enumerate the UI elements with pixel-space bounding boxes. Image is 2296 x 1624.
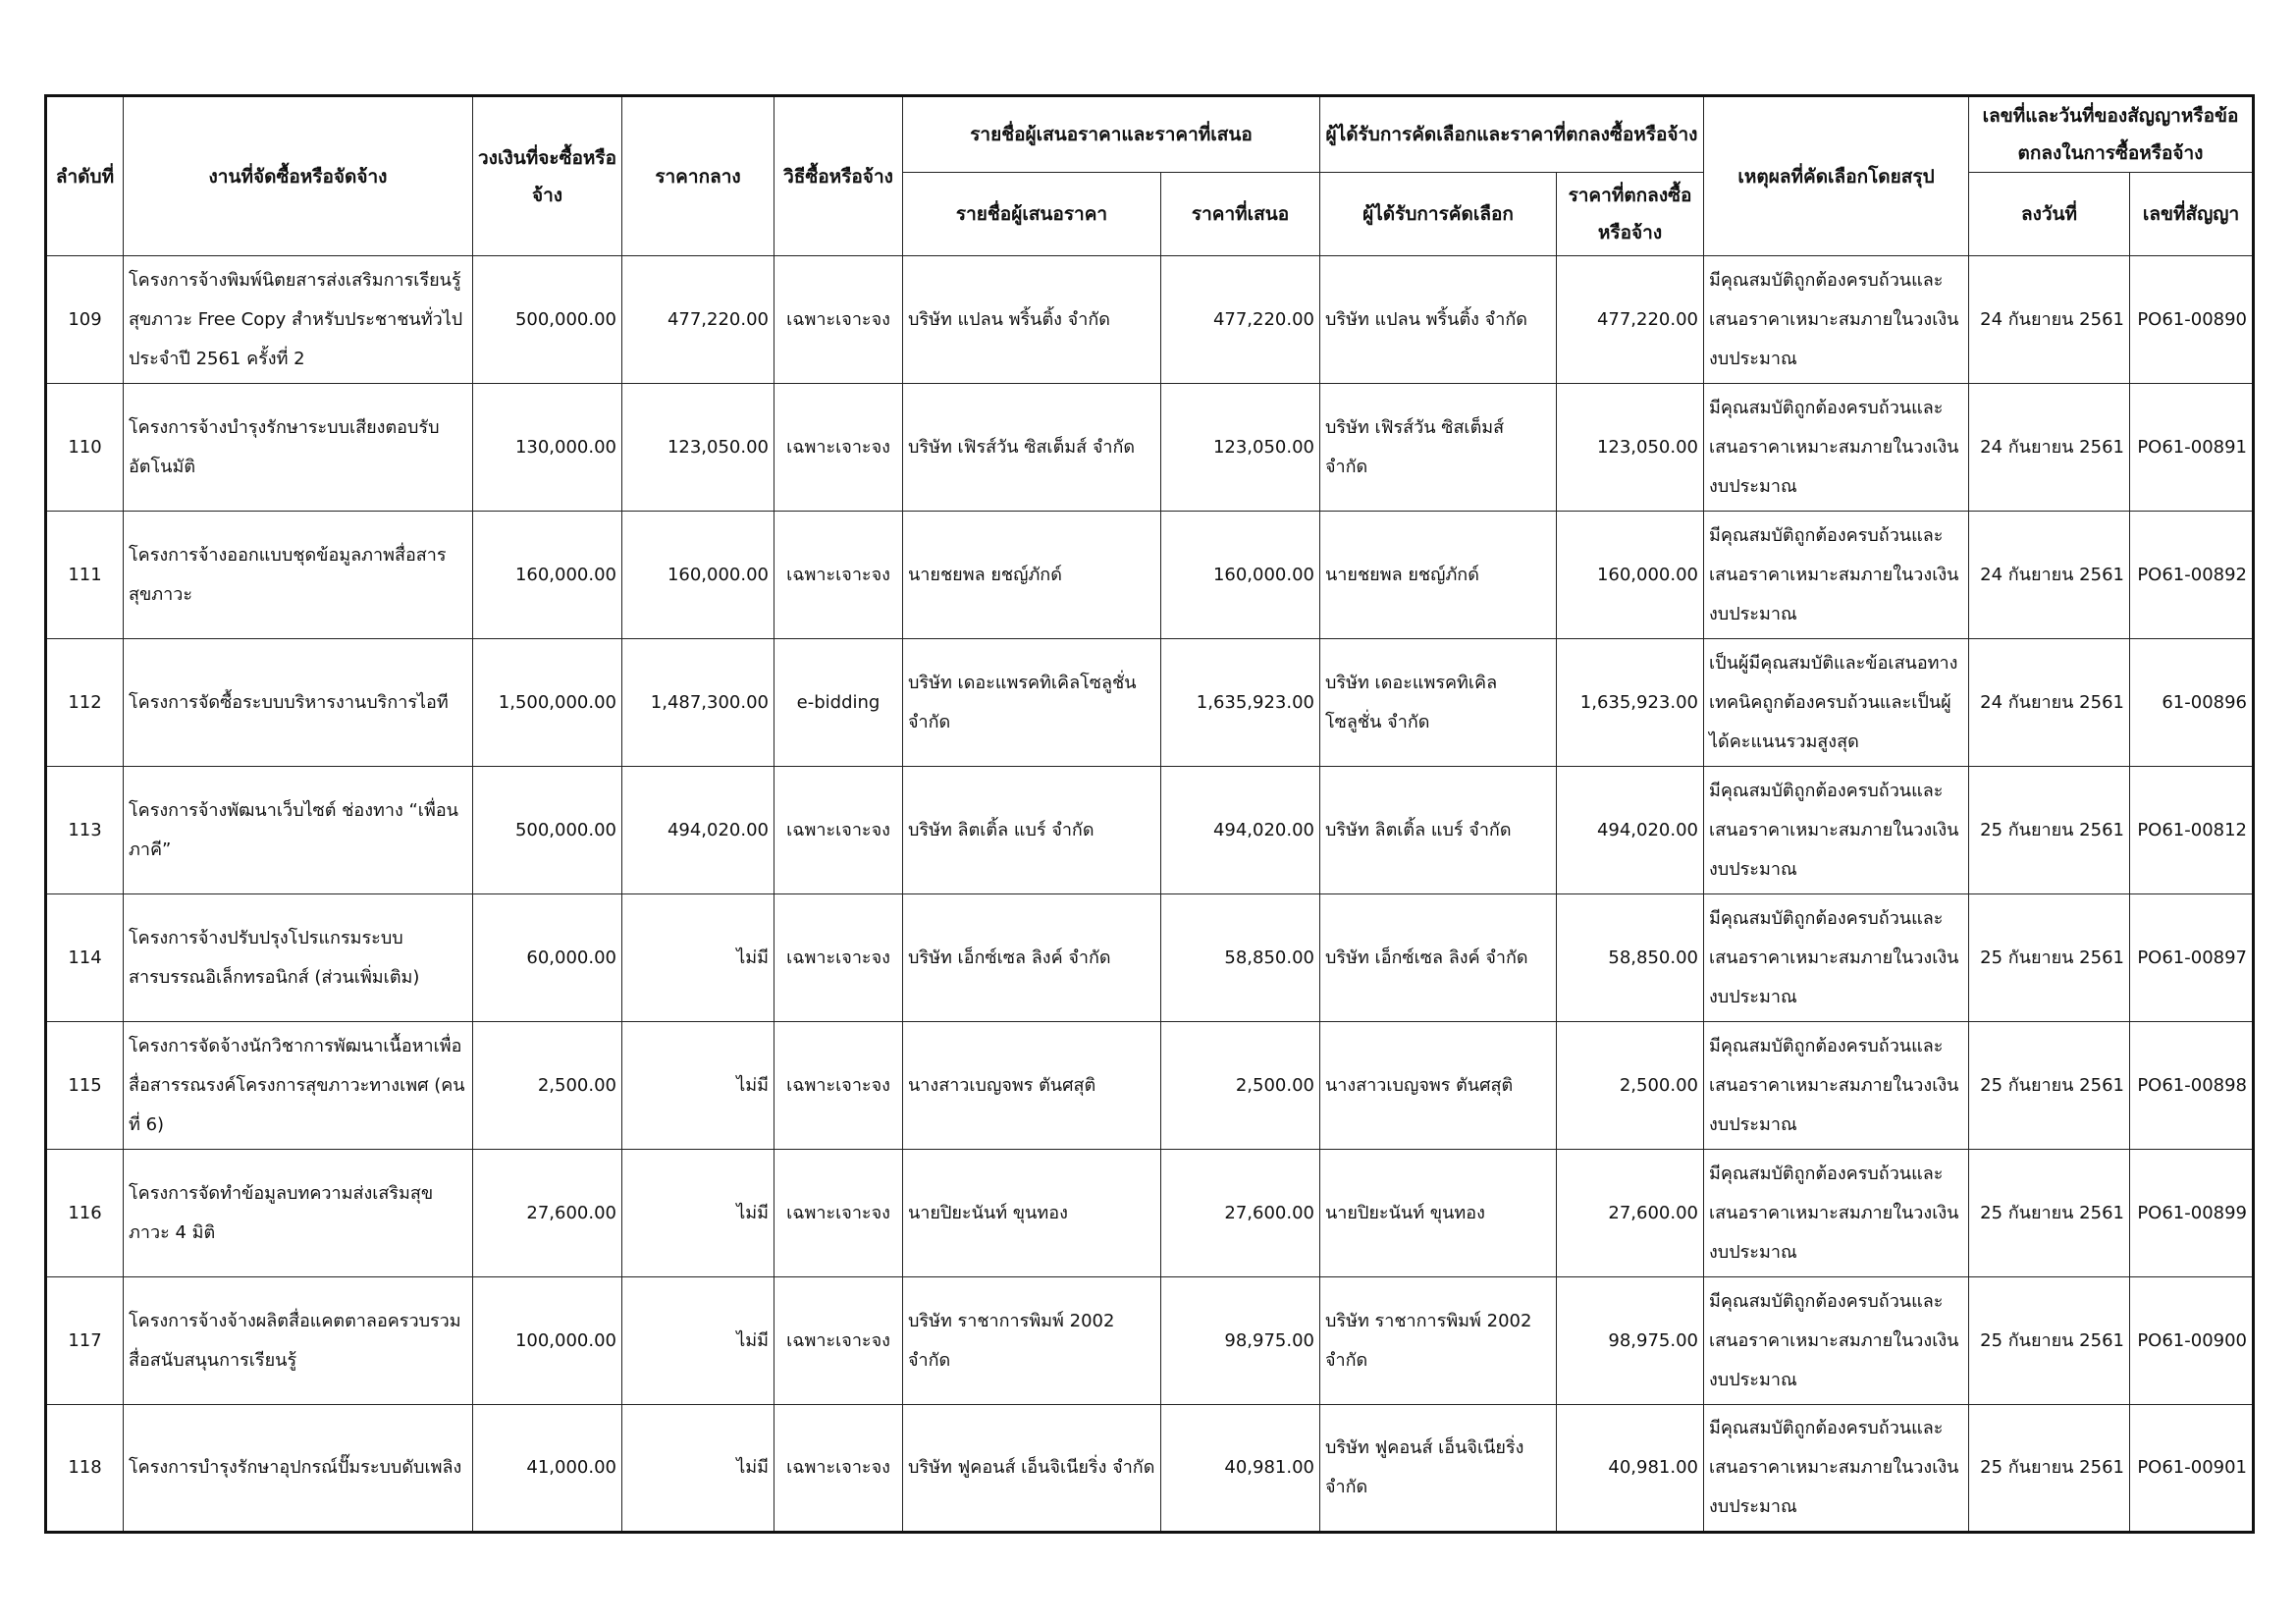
row-contract-no: PO61-00812 [2130,767,2254,894]
row-method: เฉพาะเจาะจง [774,1150,903,1277]
row-seq: 115 [46,1022,124,1150]
row-bid-price: 27,600.00 [1161,1150,1320,1277]
header-contract-group: เลขที่และวันที่ของสัญญาหรือข้อตกลงในการซื้อหรือจ้าง [1969,96,2254,173]
row-selected-name: บริษัท ฟูคอนส์ เอ็นจิเนียริ่ง จำกัด [1320,1405,1557,1533]
row-bid-price: 58,850.00 [1161,894,1320,1022]
row-budget: 1,500,000.00 [473,639,622,767]
row-bidder-name: บริษัท เฟิรส์วัน ซิสเต็มส์ จำกัด [903,384,1161,512]
row-bidder-name: นายปิยะนันท์ ขุนทอง [903,1150,1161,1277]
row-bid-price: 123,050.00 [1161,384,1320,512]
row-task: โครงการจ้างพิมพ์นิตยสารส่งเสริมการเรียนรู้สุขภาวะ Free Copy สำหรับประชาชนทั่วไป ประจำปี 2561 ครั้งที่ 2 [124,256,473,384]
row-method: เฉพาะเจาะจง [774,894,903,1022]
row-budget: 27,600.00 [473,1150,622,1277]
row-contract-date: 25 กันยายน 2561 [1969,1022,2130,1150]
row-median: ไม่มี [622,1150,774,1277]
row-median: 477,220.00 [622,256,774,384]
row-bid-price: 2,500.00 [1161,1022,1320,1150]
row-selected-name: นางสาวเบญจพร ตันศสุติ [1320,1022,1557,1150]
row-bidder-name: บริษัท ลิตเติ้ล แบร์ จำกัด [903,767,1161,894]
row-seq: 111 [46,512,124,639]
row-agreed-price: 98,975.00 [1557,1277,1704,1405]
row-budget: 2,500.00 [473,1022,622,1150]
row-task: โครงการบำรุงรักษาอุปกรณ์ปั๊มระบบดับเพลิง [124,1405,473,1533]
header-method: วิธีซื้อหรือจ้าง [774,96,903,256]
row-selected-name: บริษัท เดอะแพรคทิเคิล โซลูชั่น จำกัด [1320,639,1557,767]
header-selected-group: ผู้ได้รับการคัดเลือกและราคาที่ตกลงซื้อหรือจ้าง [1320,96,1704,173]
row-task: โครงการจัดซื้อระบบบริหารงานบริการไอที [124,639,473,767]
row-reason: มีคุณสมบัติถูกต้องครบถ้วนและเสนอราคาเหมาะสมภายในวงเงินงบประมาณ [1704,1022,1969,1150]
row-task: โครงการจ้างปรับปรุงโปรแกรมระบบสารบรรณอิเล็กทรอนิกส์ (ส่วนเพิ่มเติม) [124,894,473,1022]
row-bidder-name: นางสาวเบญจพร ตันศสุติ [903,1022,1161,1150]
row-median: 1,487,300.00 [622,639,774,767]
row-budget: 160,000.00 [473,512,622,639]
row-contract-no: 61-00896 [2130,639,2254,767]
row-reason: มีคุณสมบัติถูกต้องครบถ้วนและเสนอราคาเหมาะสมภายในวงเงินงบประมาณ [1704,256,1969,384]
header-selected-name: ผู้ได้รับการคัดเลือก [1320,173,1557,256]
row-contract-date: 25 กันยายน 2561 [1969,767,2130,894]
row-bidder-name: นายชยพล ยชญ์ภักด์ [903,512,1161,639]
row-contract-date: 25 กันยายน 2561 [1969,1405,2130,1533]
procurement-table [44,94,2255,1534]
row-task: โครงการจ้างจ้างผลิตสื่อแคตตาลอครวบรวมสื่อสนับสนุนการเรียนรู้ [124,1277,473,1405]
row-contract-date: 24 กันยายน 2561 [1969,256,2130,384]
row-reason: มีคุณสมบัติถูกต้องครบถ้วนและเสนอราคาเหมาะสมภายในวงเงินงบประมาณ [1704,1405,1969,1533]
row-bid-price: 1,635,923.00 [1161,639,1320,767]
row-contract-no: PO61-00898 [2130,1022,2254,1150]
row-task: โครงการจ้างออกแบบชุดข้อมูลภาพสื่อสารสุขภาวะ [124,512,473,639]
row-selected-name: นายชยพล ยชญ์ภักด์ [1320,512,1557,639]
row-agreed-price: 160,000.00 [1557,512,1704,639]
row-agreed-price: 2,500.00 [1557,1022,1704,1150]
table-row [46,767,2254,894]
row-median: ไม่มี [622,894,774,1022]
row-contract-date: 24 กันยายน 2561 [1969,512,2130,639]
table-row [46,384,2254,512]
row-seq: 110 [46,384,124,512]
row-contract-date: 25 กันยายน 2561 [1969,1150,2130,1277]
row-task: โครงการจัดจ้างนักวิชาการพัฒนาเนื้อหาเพื่อสื่อสารรณรงค์โครงการสุขภาวะทางเพศ (คนที่ 6) [124,1022,473,1150]
row-bidder-name: บริษัท เดอะแพรคทิเคิลโซลูชั่น จำกัด [903,639,1161,767]
row-contract-no: PO61-00901 [2130,1405,2254,1533]
row-budget: 130,000.00 [473,384,622,512]
table-row [46,1405,2254,1533]
row-selected-name: บริษัท ราชาการพิมพ์ 2002 จำกัด [1320,1277,1557,1405]
row-method: เฉพาะเจาะจง [774,1277,903,1405]
row-bid-price: 477,220.00 [1161,256,1320,384]
row-task: โครงการจ้างบำรุงรักษาระบบเสียงตอบรับอัตโนมัติ [124,384,473,512]
row-median: ไม่มี [622,1277,774,1405]
row-selected-name: บริษัท ลิตเติ้ล แบร์ จำกัด [1320,767,1557,894]
row-median: 494,020.00 [622,767,774,894]
row-method: เฉพาะเจาะจง [774,767,903,894]
row-bid-price: 98,975.00 [1161,1277,1320,1405]
row-seq: 116 [46,1150,124,1277]
row-agreed-price: 27,600.00 [1557,1150,1704,1277]
row-bid-price: 494,020.00 [1161,767,1320,894]
row-budget: 100,000.00 [473,1277,622,1405]
header-reason: เหตุผลที่คัดเลือกโดยสรุป [1704,96,1969,256]
row-bidder-name: บริษัท เอ็กซ์เซล ลิงค์ จำกัด [903,894,1161,1022]
row-median: 123,050.00 [622,384,774,512]
row-contract-date: 25 กันยายน 2561 [1969,894,2130,1022]
row-budget: 60,000.00 [473,894,622,1022]
row-budget: 500,000.00 [473,256,622,384]
table-row [46,1277,2254,1405]
row-contract-date: 24 กันยายน 2561 [1969,639,2130,767]
row-bidder-name: บริษัท ฟูคอนส์ เอ็นจิเนียริ่ง จำกัด [903,1405,1161,1533]
row-method: เฉพาะเจาะจง [774,256,903,384]
row-median: ไม่มี [622,1022,774,1150]
row-seq: 114 [46,894,124,1022]
row-seq: 117 [46,1277,124,1405]
row-contract-no: PO61-00891 [2130,384,2254,512]
row-seq: 112 [46,639,124,767]
header-seq: ลำดับที่ [46,96,124,256]
row-method: เฉพาะเจาะจง [774,1022,903,1150]
header-bidders-group: รายชื่อผู้เสนอราคาและราคาที่เสนอ [903,96,1320,173]
row-reason: มีคุณสมบัติถูกต้องครบถ้วนและเสนอราคาเหมาะสมภายในวงเงินงบประมาณ [1704,1150,1969,1277]
header-agreed-price: ราคาที่ตกลงซื้อหรือจ้าง [1557,173,1704,256]
table-row [46,256,2254,384]
header-bidder-name: รายชื่อผู้เสนอราคา [903,173,1161,256]
row-contract-no: PO61-00892 [2130,512,2254,639]
row-median: ไม่มี [622,1405,774,1533]
row-contract-no: PO61-00899 [2130,1150,2254,1277]
header-task: งานที่จัดซื้อหรือจัดจ้าง [124,96,473,256]
row-bid-price: 40,981.00 [1161,1405,1320,1533]
row-seq: 118 [46,1405,124,1533]
row-budget: 500,000.00 [473,767,622,894]
header-bid-price: ราคาที่เสนอ [1161,173,1320,256]
row-seq: 113 [46,767,124,894]
row-reason: มีคุณสมบัติถูกต้องครบถ้วนและเสนอราคาเหมาะสมภายในวงเงินงบประมาณ [1704,384,1969,512]
row-reason: เป็นผู้มีคุณสมบัติและข้อเสนอทางเทคนิคถูกต้องครบถ้วนและเป็นผู้ได้คะแนนรวมสูงสุด [1704,639,1969,767]
row-method: เฉพาะเจาะจง [774,512,903,639]
row-bidder-name: บริษัท ราชาการพิมพ์ 2002 จำกัด [903,1277,1161,1405]
row-method: เฉพาะเจาะจง [774,1405,903,1533]
table-row [46,1150,2254,1277]
row-reason: มีคุณสมบัติถูกต้องครบถ้วนและเสนอราคาเหมาะสมภายในวงเงินงบประมาณ [1704,512,1969,639]
table-row [46,894,2254,1022]
row-contract-date: 25 กันยายน 2561 [1969,1277,2130,1405]
row-contract-no: PO61-00900 [2130,1277,2254,1405]
row-reason: มีคุณสมบัติถูกต้องครบถ้วนและเสนอราคาเหมาะสมภายในวงเงินงบประมาณ [1704,1277,1969,1405]
row-contract-date: 24 กันยายน 2561 [1969,384,2130,512]
row-budget: 41,000.00 [473,1405,622,1533]
row-agreed-price: 40,981.00 [1557,1405,1704,1533]
row-task: โครงการจ้างพัฒนาเว็บไซต์ ช่องทาง “เพื่อนภาคี” [124,767,473,894]
header-budget: วงเงินที่จะซื้อหรือจ้าง [473,96,622,256]
row-agreed-price: 477,220.00 [1557,256,1704,384]
table-row [46,1022,2254,1150]
row-selected-name: บริษัท เอ็กซ์เซล ลิงค์ จำกัด [1320,894,1557,1022]
table-row [46,639,2254,767]
row-seq: 109 [46,256,124,384]
row-agreed-price: 58,850.00 [1557,894,1704,1022]
row-reason: มีคุณสมบัติถูกต้องครบถ้วนและเสนอราคาเหมาะสมภายในวงเงินงบประมาณ [1704,894,1969,1022]
row-task: โครงการจัดทำข้อมูลบทความส่งเสริมสุขภาวะ 4 มิติ [124,1150,473,1277]
row-bidder-name: บริษัท แปลน พริ้นติ้ง จำกัด [903,256,1161,384]
header-median: ราคากลาง [622,96,774,256]
row-method: เฉพาะเจาะจง [774,384,903,512]
row-agreed-price: 123,050.00 [1557,384,1704,512]
row-method: e-bidding [774,639,903,767]
row-agreed-price: 494,020.00 [1557,767,1704,894]
row-selected-name: นายปิยะนันท์ ขุนทอง [1320,1150,1557,1277]
row-contract-no: PO61-00897 [2130,894,2254,1022]
row-median: 160,000.00 [622,512,774,639]
row-bid-price: 160,000.00 [1161,512,1320,639]
table-row [46,512,2254,639]
row-reason: มีคุณสมบัติถูกต้องครบถ้วนและเสนอราคาเหมาะสมภายในวงเงินงบประมาณ [1704,767,1969,894]
row-contract-no: PO61-00890 [2130,256,2254,384]
header-contract-no: เลขที่สัญญา [2130,173,2254,256]
row-agreed-price: 1,635,923.00 [1557,639,1704,767]
header-contract-date: ลงวันที่ [1969,173,2130,256]
row-selected-name: บริษัท เฟิรส์วัน ซิสเต็มส์ จำกัด [1320,384,1557,512]
row-selected-name: บริษัท แปลน พริ้นติ้ง จำกัด [1320,256,1557,384]
